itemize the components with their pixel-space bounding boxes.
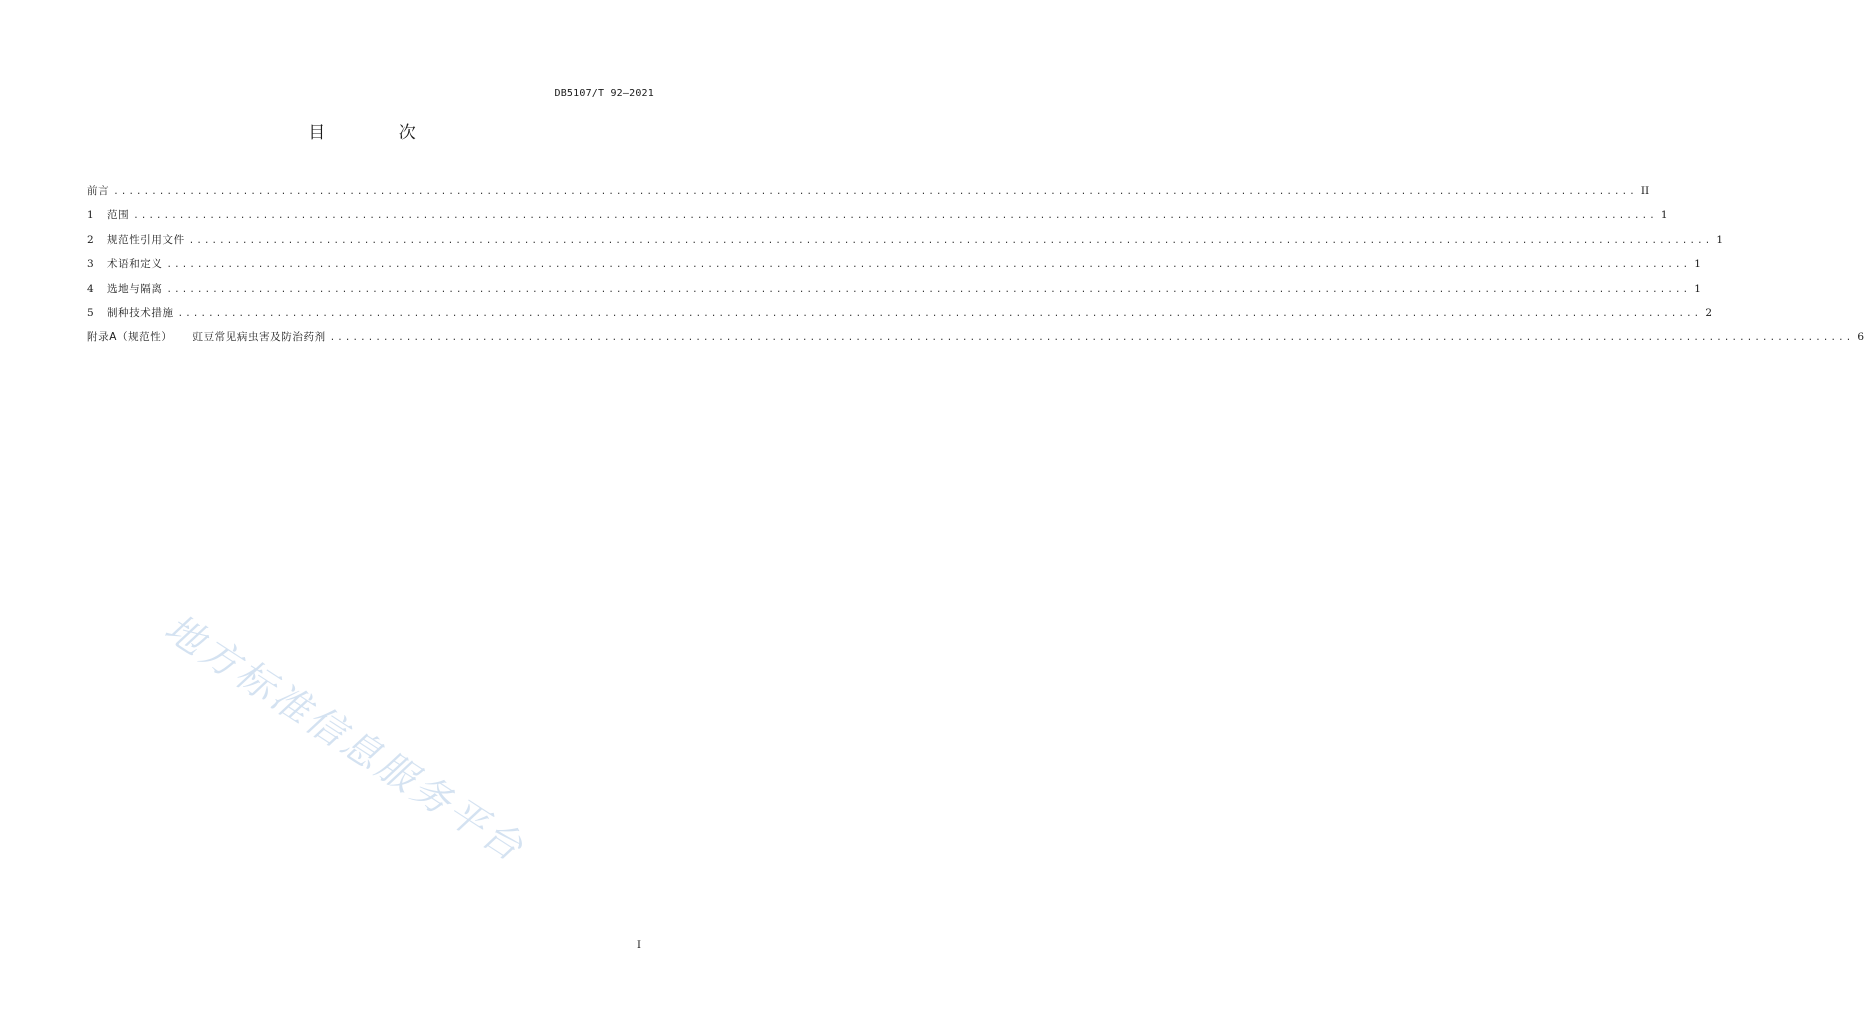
toc-entry-label: 制种技术措施 [107, 306, 174, 319]
toc-entry-label [87, 329, 326, 344]
toc-leader-dots: ........................................................................................................................................................................................................ [113, 187, 1637, 197]
toc-entry-page: II [1640, 185, 1650, 197]
appendix-title: 豇豆常见病虫害及防治药剂 [192, 331, 326, 344]
toc-entry-number: 3 [87, 258, 94, 271]
toc-entry-page: 1 [1660, 209, 1668, 222]
toc-entry-label: 范围 [107, 209, 130, 222]
toc-entry-page: 1 [1694, 258, 1701, 271]
toc-leader-dots: ........................................................................................................................................................................................................ [133, 211, 1657, 222]
toc-entry-appendix-a[interactable] [87, 329, 1864, 353]
toc-entry-seed-production[interactable] [87, 305, 1712, 329]
toc-entry-terms-definitions[interactable] [87, 256, 1701, 280]
toc-leader-dots: ........................................................................................................................................................................................................ [329, 333, 1854, 344]
toc-entry-number: 5 [87, 306, 94, 319]
toc-entry-page: 1 [1716, 233, 1724, 246]
toc-entry-scope[interactable] [87, 207, 1668, 231]
page-title: 目 次 [308, 123, 450, 143]
toc-entry-label: 规范性引用文件 [107, 233, 185, 246]
toc-entry-page: 2 [1705, 306, 1712, 319]
toc-entry-site-isolation[interactable] [87, 281, 1701, 305]
toc-leader-dots: ........................................................................................................................................................................................................ [177, 308, 1702, 319]
toc-entry-page: 1 [1694, 282, 1701, 295]
toc-entry-number: 2 [87, 233, 94, 246]
table-of-contents [87, 183, 1864, 354]
toc-entry-number: 4 [87, 282, 94, 295]
toc-entry-number: 1 [87, 209, 94, 222]
toc-leader-dots: ........................................................................................................................................................................................................ [166, 260, 1691, 271]
toc-entry-foreword[interactable] [87, 183, 1650, 207]
toc-leader-dots: ........................................................................................................................................................................................................ [188, 235, 1713, 246]
toc-leader-dots: ........................................................................................................................................................................................................ [166, 284, 1691, 295]
toc-entry-label: 术语和定义 [107, 258, 163, 271]
toc-entry-label: 选地与隔离 [107, 282, 163, 295]
toc-entry-page: 6 [1857, 331, 1864, 344]
page-number: I [637, 940, 641, 951]
toc-entry-normative-references[interactable] [87, 232, 1724, 256]
document-code: DB5107/T 92—2021 [554, 88, 654, 99]
toc-entry-label: 前言 [87, 185, 110, 197]
watermark: 地方标准信息服务平台 [157, 605, 534, 872]
appendix-designation: 附录A（规范性） [87, 331, 173, 344]
